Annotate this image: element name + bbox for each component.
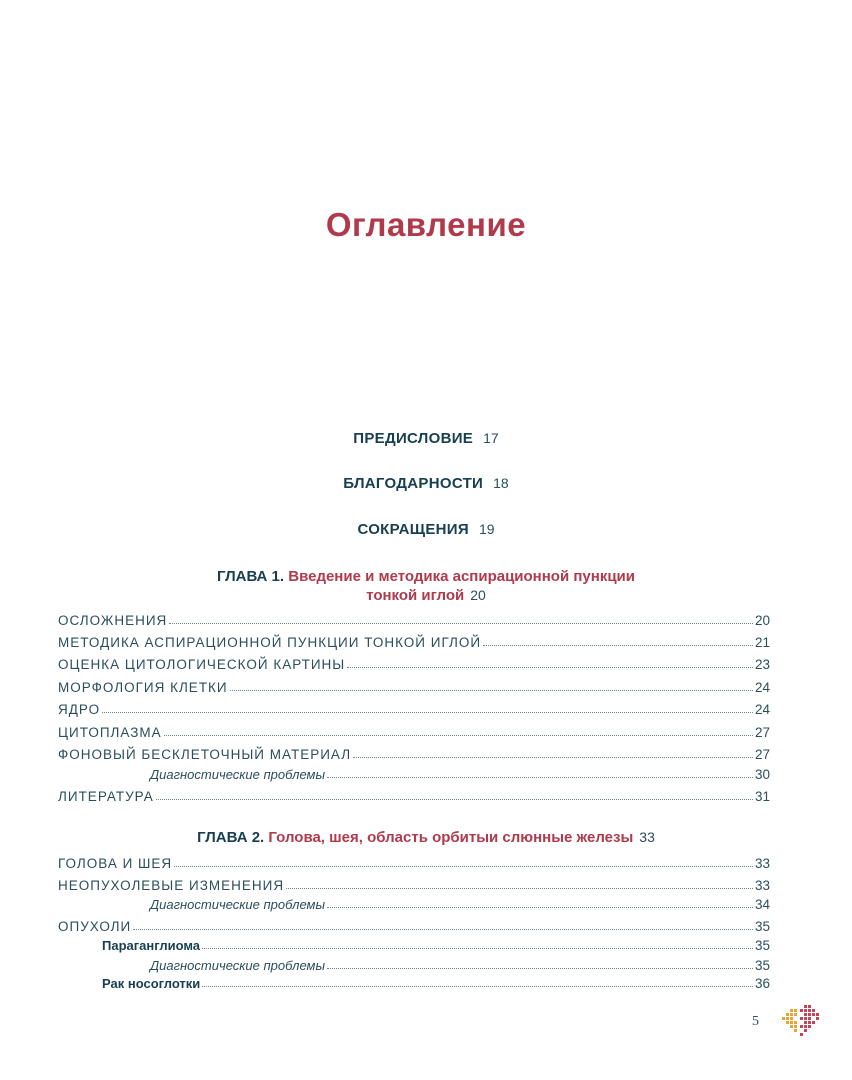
toc-subentry[interactable] [102, 973, 770, 991]
dot-leader [327, 907, 753, 908]
toc-page-number: 33 [754, 856, 770, 871]
toc-subentry[interactable] [150, 894, 770, 912]
dot-leader [230, 690, 753, 691]
chapter-2-heading[interactable] [80, 828, 772, 847]
toc-entry-text: ФОНОВЫЙ БЕСКЛЕТОЧНЫЙ МАТЕРИАЛ [58, 747, 352, 762]
dot-leader [202, 986, 753, 987]
toc-page-number: 33 [639, 829, 655, 845]
toc-page-number: 27 [754, 725, 770, 740]
toc-entry[interactable] [58, 744, 770, 762]
toc-entry-acknowledgements[interactable] [0, 475, 852, 492]
chapter-number: ГЛАВА 2. [197, 829, 265, 846]
toc-entry[interactable] [58, 853, 770, 871]
page-number: 5 [752, 1014, 759, 1029]
toc-entry-text: ЛИТЕРАТУРА [58, 789, 154, 804]
toc-page-number: 20 [470, 587, 486, 603]
publisher-logo-icon [780, 1003, 824, 1039]
toc-page-number: 33 [754, 878, 770, 893]
dot-leader [483, 645, 753, 646]
dot-leader [327, 968, 753, 969]
toc-entry[interactable] [58, 786, 770, 804]
dot-leader [347, 667, 753, 668]
toc-entry-text: ЦИТОПЛАЗМА [58, 725, 162, 740]
toc-entry-text: ОЦЕНКА ЦИТОЛОГИЧЕСКОЙ КАРТИНЫ [58, 657, 346, 672]
toc-page-number: 21 [754, 635, 770, 650]
chapter-number: ГЛАВА 1. [216, 568, 285, 585]
chapter-1-heading[interactable] [80, 567, 772, 605]
toc-entry-text: НЕОПУХОЛЕВЫЕ ИЗМЕНЕНИЯ [58, 878, 285, 893]
toc-page-number: 20 [754, 613, 770, 628]
toc-page-number: 35 [754, 919, 770, 934]
toc-page-number: 23 [754, 657, 770, 672]
dot-leader [156, 799, 753, 800]
toc-page-number: 35 [754, 958, 770, 973]
toc-page-number: 17 [483, 430, 499, 446]
toc-entry-label: БЛАГОДАРНОСТИ [343, 475, 484, 492]
toc-page-number: 27 [754, 747, 770, 762]
toc-entry[interactable] [58, 632, 770, 650]
dot-leader [353, 757, 753, 758]
toc-page-number: 24 [754, 702, 770, 717]
chapter-title-continued: тонкой иглой [366, 587, 465, 604]
dot-leader [102, 712, 753, 713]
toc-entry-text: МЕТОДИКА АСПИРАЦИОННОЙ ПУНКЦИИ ТОНКОЙ ИГЛОЙ [58, 635, 482, 650]
dot-leader [164, 735, 753, 736]
toc-entry-text: Параганглиома [102, 938, 201, 953]
toc-subentry[interactable] [150, 955, 770, 973]
toc-entry[interactable] [58, 654, 770, 672]
toc-entry-label: СОКРАЩЕНИЯ [357, 521, 469, 538]
toc-entry-text: ОПУХОЛИ [58, 919, 132, 934]
toc-entry-text: Диагностические проблемы [150, 958, 326, 973]
toc-entry-text: ОСЛОЖНЕНИЯ [58, 613, 168, 628]
toc-entry[interactable] [58, 699, 770, 717]
dot-leader [327, 777, 753, 778]
toc-page-number: 31 [754, 789, 770, 804]
toc-entry-text: ЯДРО [58, 702, 101, 717]
toc-entry[interactable] [58, 722, 770, 740]
toc-subentry[interactable] [150, 764, 770, 782]
toc-entry-preface[interactable] [0, 430, 852, 447]
toc-page-number: 36 [754, 976, 770, 991]
toc-entry-text: Рак носоглотки [102, 976, 201, 991]
toc-subentry[interactable] [102, 935, 770, 953]
chapter-title: Введение и методика аспирационной пункции [288, 568, 635, 585]
toc-entry-text: Диагностические проблемы [150, 767, 326, 782]
toc-page-number: 34 [754, 897, 770, 912]
toc-entry[interactable] [58, 677, 770, 695]
toc-entry-text: МОРФОЛОГИЯ КЛЕТКИ [58, 680, 228, 695]
toc-entry-text: ГОЛОВА И ШЕЯ [58, 856, 173, 871]
page-title: Оглавление [325, 206, 527, 243]
toc-entry-text: Диагностические проблемы [150, 897, 326, 912]
toc-page-number: 35 [754, 938, 770, 953]
dot-leader [174, 866, 753, 867]
chapter-title: Голова, шея, область орбитыи слюнные железы [268, 829, 634, 846]
toc-entry[interactable] [58, 610, 770, 628]
toc-entry-abbreviations[interactable] [0, 521, 852, 538]
toc-page-number: 19 [478, 521, 495, 537]
dot-leader [286, 888, 753, 889]
toc-page-number: 24 [754, 680, 770, 695]
toc-entry[interactable] [58, 875, 770, 893]
toc-entry[interactable] [58, 916, 770, 934]
dot-leader [169, 623, 753, 624]
dot-leader [202, 948, 753, 949]
dot-leader [133, 929, 753, 930]
toc-page-number: 18 [493, 475, 509, 491]
toc-entry-label: ПРЕДИСЛОВИЕ [353, 430, 474, 447]
toc-page-number: 30 [754, 767, 770, 782]
